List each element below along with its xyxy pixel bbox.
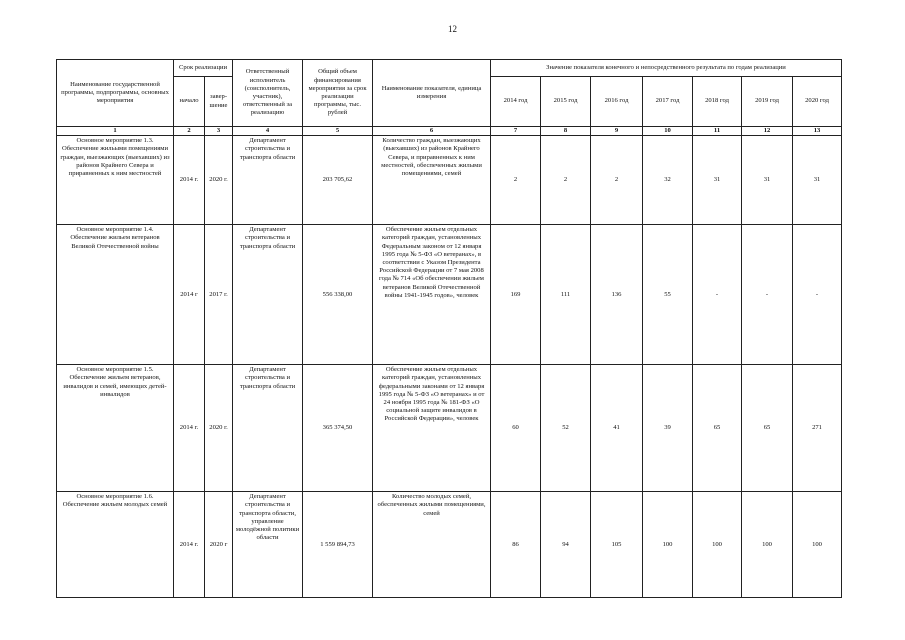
row-name: Основное мероприятие 1.3. Обеспечение жильыми помещениями граждан, выезжающих (выехавших) из районов Крайнего Севера и приравненных к ним местностей: [57, 136, 174, 225]
table-row: [57, 136, 842, 225]
row-indicator: Обеспечение жильем отдельных категорий граждан, установленных Федеральным законом от 12 января 1995 года № 5-ФЗ «О ветеранах», в соответствии с Указом Президента Российской Федерации от 7 мая 2008 года № 714 «Об обеспечении жильем ветеранов Великой Отечественной войны 1941-1945 годов», человек: [373, 225, 491, 365]
row-value: 60: [491, 365, 541, 492]
row-value: 169: [491, 225, 541, 365]
row-value: 65: [693, 365, 742, 492]
row-value: -: [742, 225, 793, 365]
header-year: 2019 год: [742, 77, 793, 127]
row-value: 100: [643, 492, 693, 598]
column-number: 9: [591, 127, 643, 136]
row-name: Основное мероприятие 1.5. Обеспечение жильем ветеранов, инвалидов и семей, имеющих детей-инвалидов: [57, 365, 174, 492]
header-indicator: Наименование показателя, единица измерения: [373, 60, 491, 127]
row-start: 2014 г.: [174, 365, 205, 492]
row-value: 2: [491, 136, 541, 225]
header-year: 2014 год: [491, 77, 541, 127]
column-number: 1: [57, 127, 174, 136]
column-number: 4: [233, 127, 303, 136]
row-value: 2: [591, 136, 643, 225]
row-value: 32: [643, 136, 693, 225]
row-responsible: Департамент строительства и транспорта области: [233, 365, 303, 492]
row-funding: 365 374,50: [303, 365, 373, 492]
row-start: 2014 г.: [174, 492, 205, 598]
column-number: 6: [373, 127, 491, 136]
column-number: 8: [541, 127, 591, 136]
column-number: 5: [303, 127, 373, 136]
row-name: Основное мероприятие 1.6. Обеспечение жильем молодых семей: [57, 492, 174, 598]
row-value: 86: [491, 492, 541, 598]
row-value: 111: [541, 225, 591, 365]
row-value: 41: [591, 365, 643, 492]
header-year: 2015 год: [541, 77, 591, 127]
column-number: 3: [205, 127, 233, 136]
column-number: 12: [742, 127, 793, 136]
header-year: 2017 год: [643, 77, 693, 127]
row-value: 271: [793, 365, 842, 492]
row-indicator: Количество молодых семей, обеспеченных жилыми помещениями, семей: [373, 492, 491, 598]
column-number: 10: [643, 127, 693, 136]
row-value: -: [693, 225, 742, 365]
column-number: 7: [491, 127, 541, 136]
header-start: начало: [174, 77, 205, 127]
row-value: 52: [541, 365, 591, 492]
row-value: 31: [693, 136, 742, 225]
row-funding: 1 559 894,73: [303, 492, 373, 598]
program-table: [56, 59, 842, 598]
row-value: 39: [643, 365, 693, 492]
row-value: 100: [693, 492, 742, 598]
row-end: 2020 г.: [205, 136, 233, 225]
row-responsible: Департамент строительства и транспорта области, управление молодёжной политики области: [233, 492, 303, 598]
page-number: 12: [448, 24, 457, 34]
row-indicator: Количество граждан, выезжающих (выехавших) из районов Крайнего Севера, и приравненных к ним местностей, обеспеченных жилыми помещениями, семей: [373, 136, 491, 225]
row-value: 136: [591, 225, 643, 365]
row-value: 55: [643, 225, 693, 365]
row-name: Основное мероприятие 1.4. Обеспечение жильем ветеранов Великой Отечественной войны: [57, 225, 174, 365]
header-row-1: [57, 60, 842, 77]
table-row: [57, 225, 842, 365]
header-end: завер-шение: [205, 77, 233, 127]
row-value: 31: [742, 136, 793, 225]
header-year: 2016 год: [591, 77, 643, 127]
column-number: 11: [693, 127, 742, 136]
row-value: 94: [541, 492, 591, 598]
row-responsible: Департамент строительства и транспорта области: [233, 225, 303, 365]
header-values-group: Значение показателя конечного и непосредственного результата по годам реализации: [491, 60, 842, 77]
row-end: 2020 г.: [205, 365, 233, 492]
row-end: 2020 г: [205, 492, 233, 598]
row-value: -: [793, 225, 842, 365]
row-value: 2: [541, 136, 591, 225]
row-value: 31: [793, 136, 842, 225]
column-number-row: [57, 127, 842, 136]
header-year: 2018 год: [693, 77, 742, 127]
header-funding: Общий объем финансирования мероприятия за срок реализации программы, тыс. рублей: [303, 60, 373, 127]
row-funding: 556 338,00: [303, 225, 373, 365]
row-value: 100: [742, 492, 793, 598]
row-end: 2017 г.: [205, 225, 233, 365]
row-start: 2014 г.: [174, 136, 205, 225]
column-number: 13: [793, 127, 842, 136]
column-number: 2: [174, 127, 205, 136]
header-responsible: Ответственный исполнитель (соисполнитель, участник), ответственный за реализацию: [233, 60, 303, 127]
header-name: Наименование государственной программы, подпрограммы, основных мероприятия: [57, 60, 174, 127]
table-row: [57, 365, 842, 492]
header-year: 2020 год: [793, 77, 842, 127]
row-value: 100: [793, 492, 842, 598]
row-value: 105: [591, 492, 643, 598]
row-indicator: Обеспечение жильем отдельных категорий граждан, установленных федеральными законами от 12 января 1995 года № 5-ФЗ «О ветеранах» и от 24 ноября 1995 года № 181-ФЗ «О социальной защите инвалидов в Российской Федерации», человек: [373, 365, 491, 492]
row-funding: 203 705,62: [303, 136, 373, 225]
row-value: 65: [742, 365, 793, 492]
header-period: Срок реализации: [174, 60, 233, 77]
table-row: [57, 492, 842, 598]
row-start: 2014 г: [174, 225, 205, 365]
row-responsible: Департамент строительства и транспорта области: [233, 136, 303, 225]
